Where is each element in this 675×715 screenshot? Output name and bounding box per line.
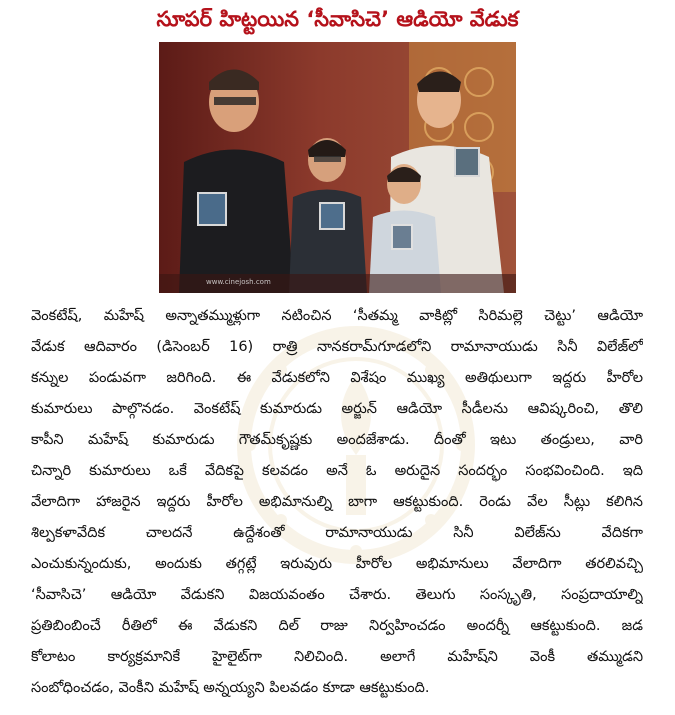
article-line-7: వేలాదిగా హాజరైన ఇద్దరు హీరోల అభిమానుల్ని బాగా ఆకట్టుకుంది. రెండు వేల సీట్లు కలిగిన	[31, 494, 643, 510]
photo-watermark: www.cinejosh.com	[206, 278, 271, 286]
article-line-5: కాపీని మహేష్ కుమారుడు గౌతమ్‌కృష్ణకు అందజేశాడు. దీంతో ఇటు తండ్రులు, వారి	[31, 432, 643, 448]
article-line-11: ప్రతిబింబించే రీతిలో ఈ వేడుకని దిల్ రాజు నిర్వహించడం అందర్నీ ఆకట్టుకుంది. జడ	[31, 618, 643, 634]
article-line-6: చిన్నారి కుమారులు ఒకే వేదికపై కలవడం అనే ఓ అరుదైన సందర్భం సంభవించింది. ఇది	[31, 463, 643, 479]
article-line-10: ‘సీవాసిచె’ ఆడియో వేడుకని విజయవంతం చేశారు. తెలుగు సంస్కృతి, సంప్రదాయాల్ని	[31, 587, 643, 603]
article-line-9: ఎంచుకున్నందుకు, అందుకు తగ్గట్లే ఇరువురు హీరోల అభిమానులు వేలాదిగా తరలివచ్చి	[31, 556, 643, 572]
article-line-12: కోలాటం కార్యక్రమానికే హైలైట్‌గా నిలిచింది. అలాగే మహేష్‌ని వెంకీ తమ్ముడని	[31, 649, 643, 665]
article-line-4: కుమారులు పాల్గొనడం. వెంకటేష్ కుమారుడు అర్జున్ ఆడియో సీడీలను ఆవిష్కరించి, తొలి	[31, 401, 643, 417]
article-line-1: వెంకటేష్, మహేష్ అన్నాతమ్ముళ్లుగా నటించిన ‘సీతమ్మ వాకిట్లో సిరిమల్లె చెట్టు’ ఆడియో	[31, 308, 643, 324]
article-line-13: సంబోధించడం, వెంకీని మహేష్ అన్నయ్యని పిలవడం కూడా ఆకట్టుకుంది.	[31, 680, 430, 696]
event-photo	[159, 42, 516, 293]
article-line-3: కన్నుల పండువగా జరిగింది. ఈ వేడుకలోని విశేషం ముఖ్య అతిథులుగా ఇద్దరు హీరోల	[31, 370, 643, 386]
article-line-8: శిల్పకళావేదిక చాలదనే ఉద్దేశంతో రామానాయుడు సినీ విలేజ్‌ను వేదికగా	[31, 525, 643, 541]
article-headline: సూపర్ హిట్టయిన ‘సీవాసిచె’ ఆడియో వేడుక	[156, 7, 519, 31]
event-photo-illustration	[159, 42, 516, 293]
article-line-2: వేడుక ఆదివారం (డిసెంబర్ 16) రాత్రి నానకరామ్‌గూడలోని రామానాయుడు సినీ విలేజ్‌లో	[31, 339, 643, 355]
article-body	[31, 303, 643, 709]
